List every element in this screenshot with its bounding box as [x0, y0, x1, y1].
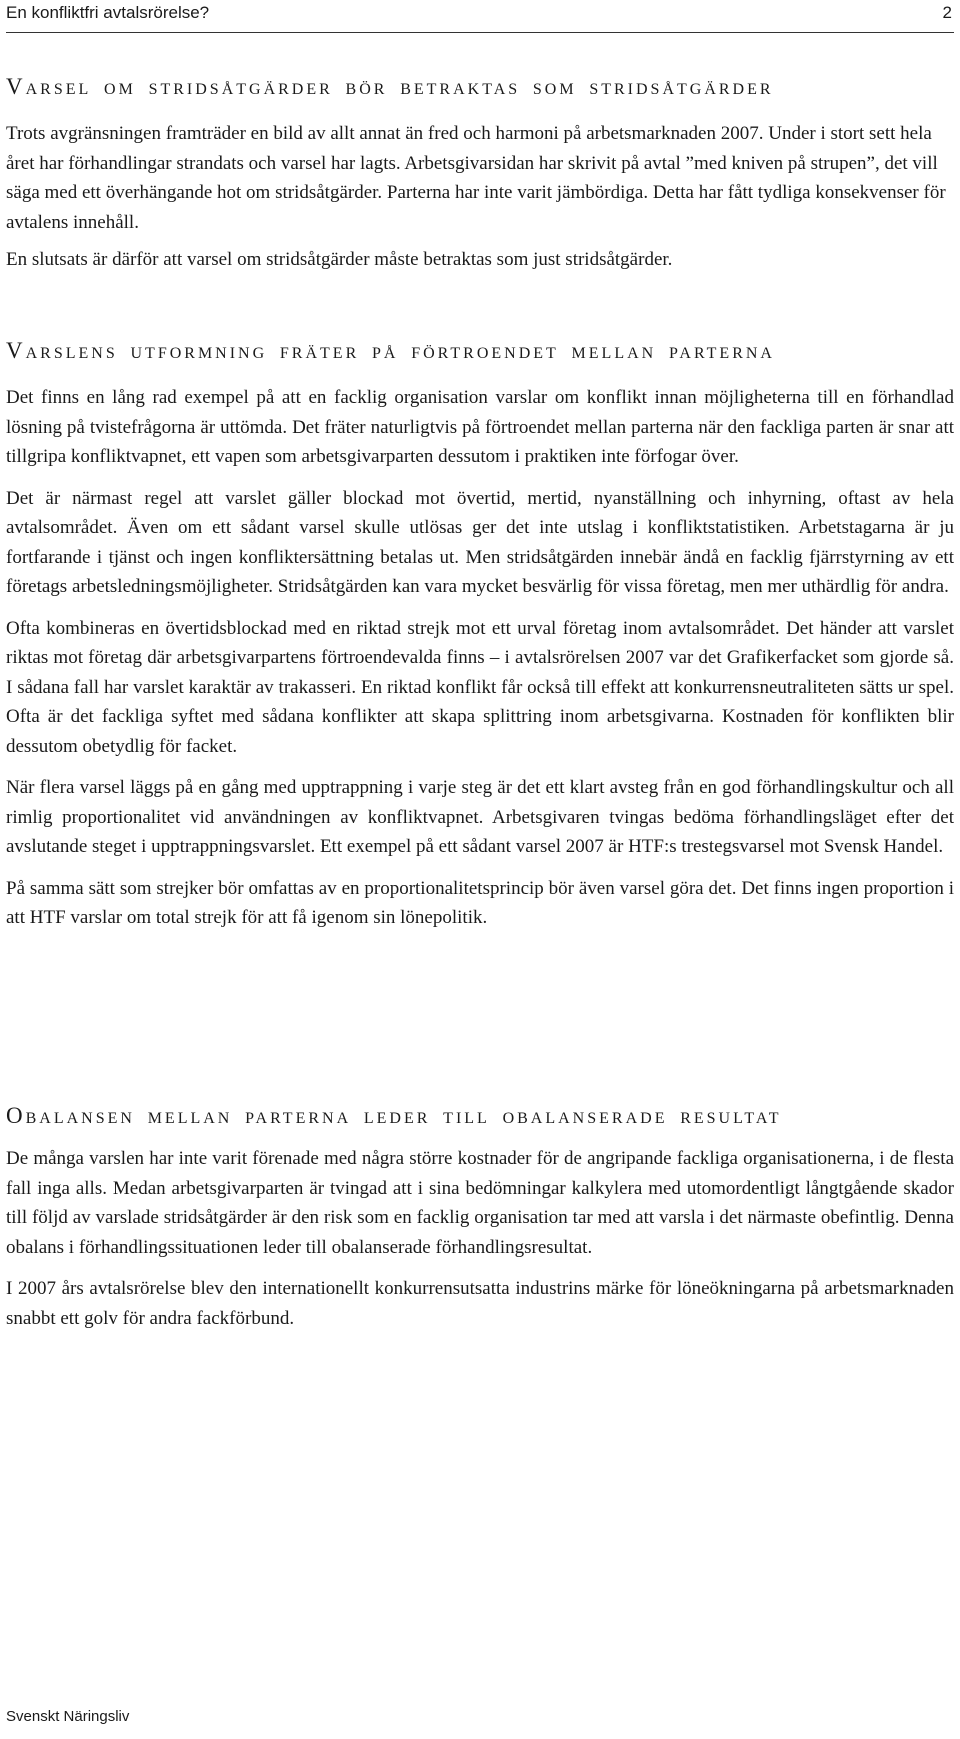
- section-heading: Varsel om stridsåtgärder bör betraktas som stridsåtgärder: [6, 74, 774, 99]
- body-paragraph: När flera varsel läggs på en gång med upptrappning i varje steg är det ett klart avsteg från en god förhandlingskultur och all rimlig proportionalitet vid användningen av konfliktvapnet. Arbetsgivaren tvingas bedöma förhandlingsläget efter det avslutande steget i upptrappningsvarslet. Ett exempel på ett sådant varsel 2007 är HTF:s trestegsvarsel mot Svensk Handel.: [6, 777, 954, 857]
- body-paragraph: Trots avgränsningen framträder en bild av allt annat än fred och harmoni på arbetsmarknaden 2007. Under i stort sett hela året har förhandlingar strandats och varsel har lagts. Arbetsgivarsidan har skrivit på avtal ”med kniven på strupen”, det vill säga med ett överhängande hot om stridsåtgärder. Parterna har inte varit jämbördiga. Detta har fått tydliga konsekvenser för avtalens innehåll.: [6, 123, 946, 233]
- body-paragraph: Ofta kombineras en övertidsblockad med en riktad strejk mot ett urval företag inom avtalsområdet. Det händer att varslet riktas mot företag där arbetsgivarpartens förtroendevalda finns – i avtalsrörelsen 2007 var det Grafikerfacket som gjorde så. I sådana fall har varslet karaktär av trakasseri. En riktad konflikt får också till effekt att konkurrensneutraliteten sätts ur spel. Ofta är det fackliga syftet med sådana konflikter att skapa splittring inom arbetsgivarna. Kostnaden för konflikten blir dessutom obetydlig för facket.: [6, 617, 954, 757]
- body-paragraph: De många varslen har inte varit förenade med några större kostnader för de angripande fackliga organisationerna, i de flesta fall inga alls. Medan arbetsgivarparten är tvingad att i sina bedömningar kalkylera med utomordentligt långtgående skador till följd av varslade stridsåtgärder är den risk som en facklig organisation tar med att varsla i det närmaste obefintlig. Denna obalans i förhandlingssituationen leder till obalanserade förhandlingsresultat.: [6, 1148, 954, 1258]
- body-paragraph: I 2007 års avtalsrörelse blev den internationellt konkurrensutsatta industrins märke för löneökningarna på arbetsmarknaden snabbt ett golv för andra fackförbund.: [6, 1278, 954, 1329]
- document-page: [6, 0, 954, 1739]
- body-paragraph: Det är närmast regel att varslet gäller blockad mot övertid, mertid, nyanställning och inhyrning, oftast av hela avtalsområdet. Även om ett sådant varsel skulle utlösas ger det inte utslag i konfliktstatistiken. Arbetstagarna är ju fortfarande i tjänst och ingen konfliktersättning betalas ut. Men stridsåtgärden innebär ändå en facklig fjärrstyrning av ett företags arbetsledningsmöjligheter. Stridsåtgärden kan vara mycket besvärlig för vissa företag, men mer uthärdlig för andra.: [6, 487, 954, 597]
- section-varslens-utformning: [6, 337, 954, 945]
- footer-publisher: Svenskt Näringsliv: [6, 1708, 130, 1725]
- section-varsel-stridsatgarder: [6, 73, 954, 287]
- body-paragraph: Det finns en lång rad exempel på att en facklig organisation varslar om konflikt innan möjligheterna till en förhandlad lösning på tvistefrågorna är uttömda. Det fräter naturligtvis på förtroendet mellan parterna när den fackliga parten är snar att tillgripa konfliktvapnet, ett vapen som arbetsgivarparten dessutom i praktiken inte förfogar över.: [6, 387, 954, 467]
- page-number: 2: [942, 3, 952, 22]
- document-title: En konfliktfri avtalsrörelse?: [6, 3, 210, 22]
- body-paragraph: En slutsats är därför att varsel om stridsåtgärder måste betraktas som just stridsåtgärder.: [6, 249, 673, 270]
- section-obalansen: [6, 1102, 954, 1345]
- section-heading: Varslens utformning fräter på förtroendet mellan parterna: [6, 338, 775, 363]
- section-heading: Obalansen mellan parterna leder till obalanserade resultat: [6, 1103, 782, 1128]
- body-paragraph: På samma sätt som strejker bör omfattas av en proportionalitetsprincip bör även varsel göra det. Det finns ingen proportion i att HTF varslar om total strejk för att få igenom sin lönepolitik.: [6, 877, 954, 928]
- running-header: [6, 0, 954, 33]
